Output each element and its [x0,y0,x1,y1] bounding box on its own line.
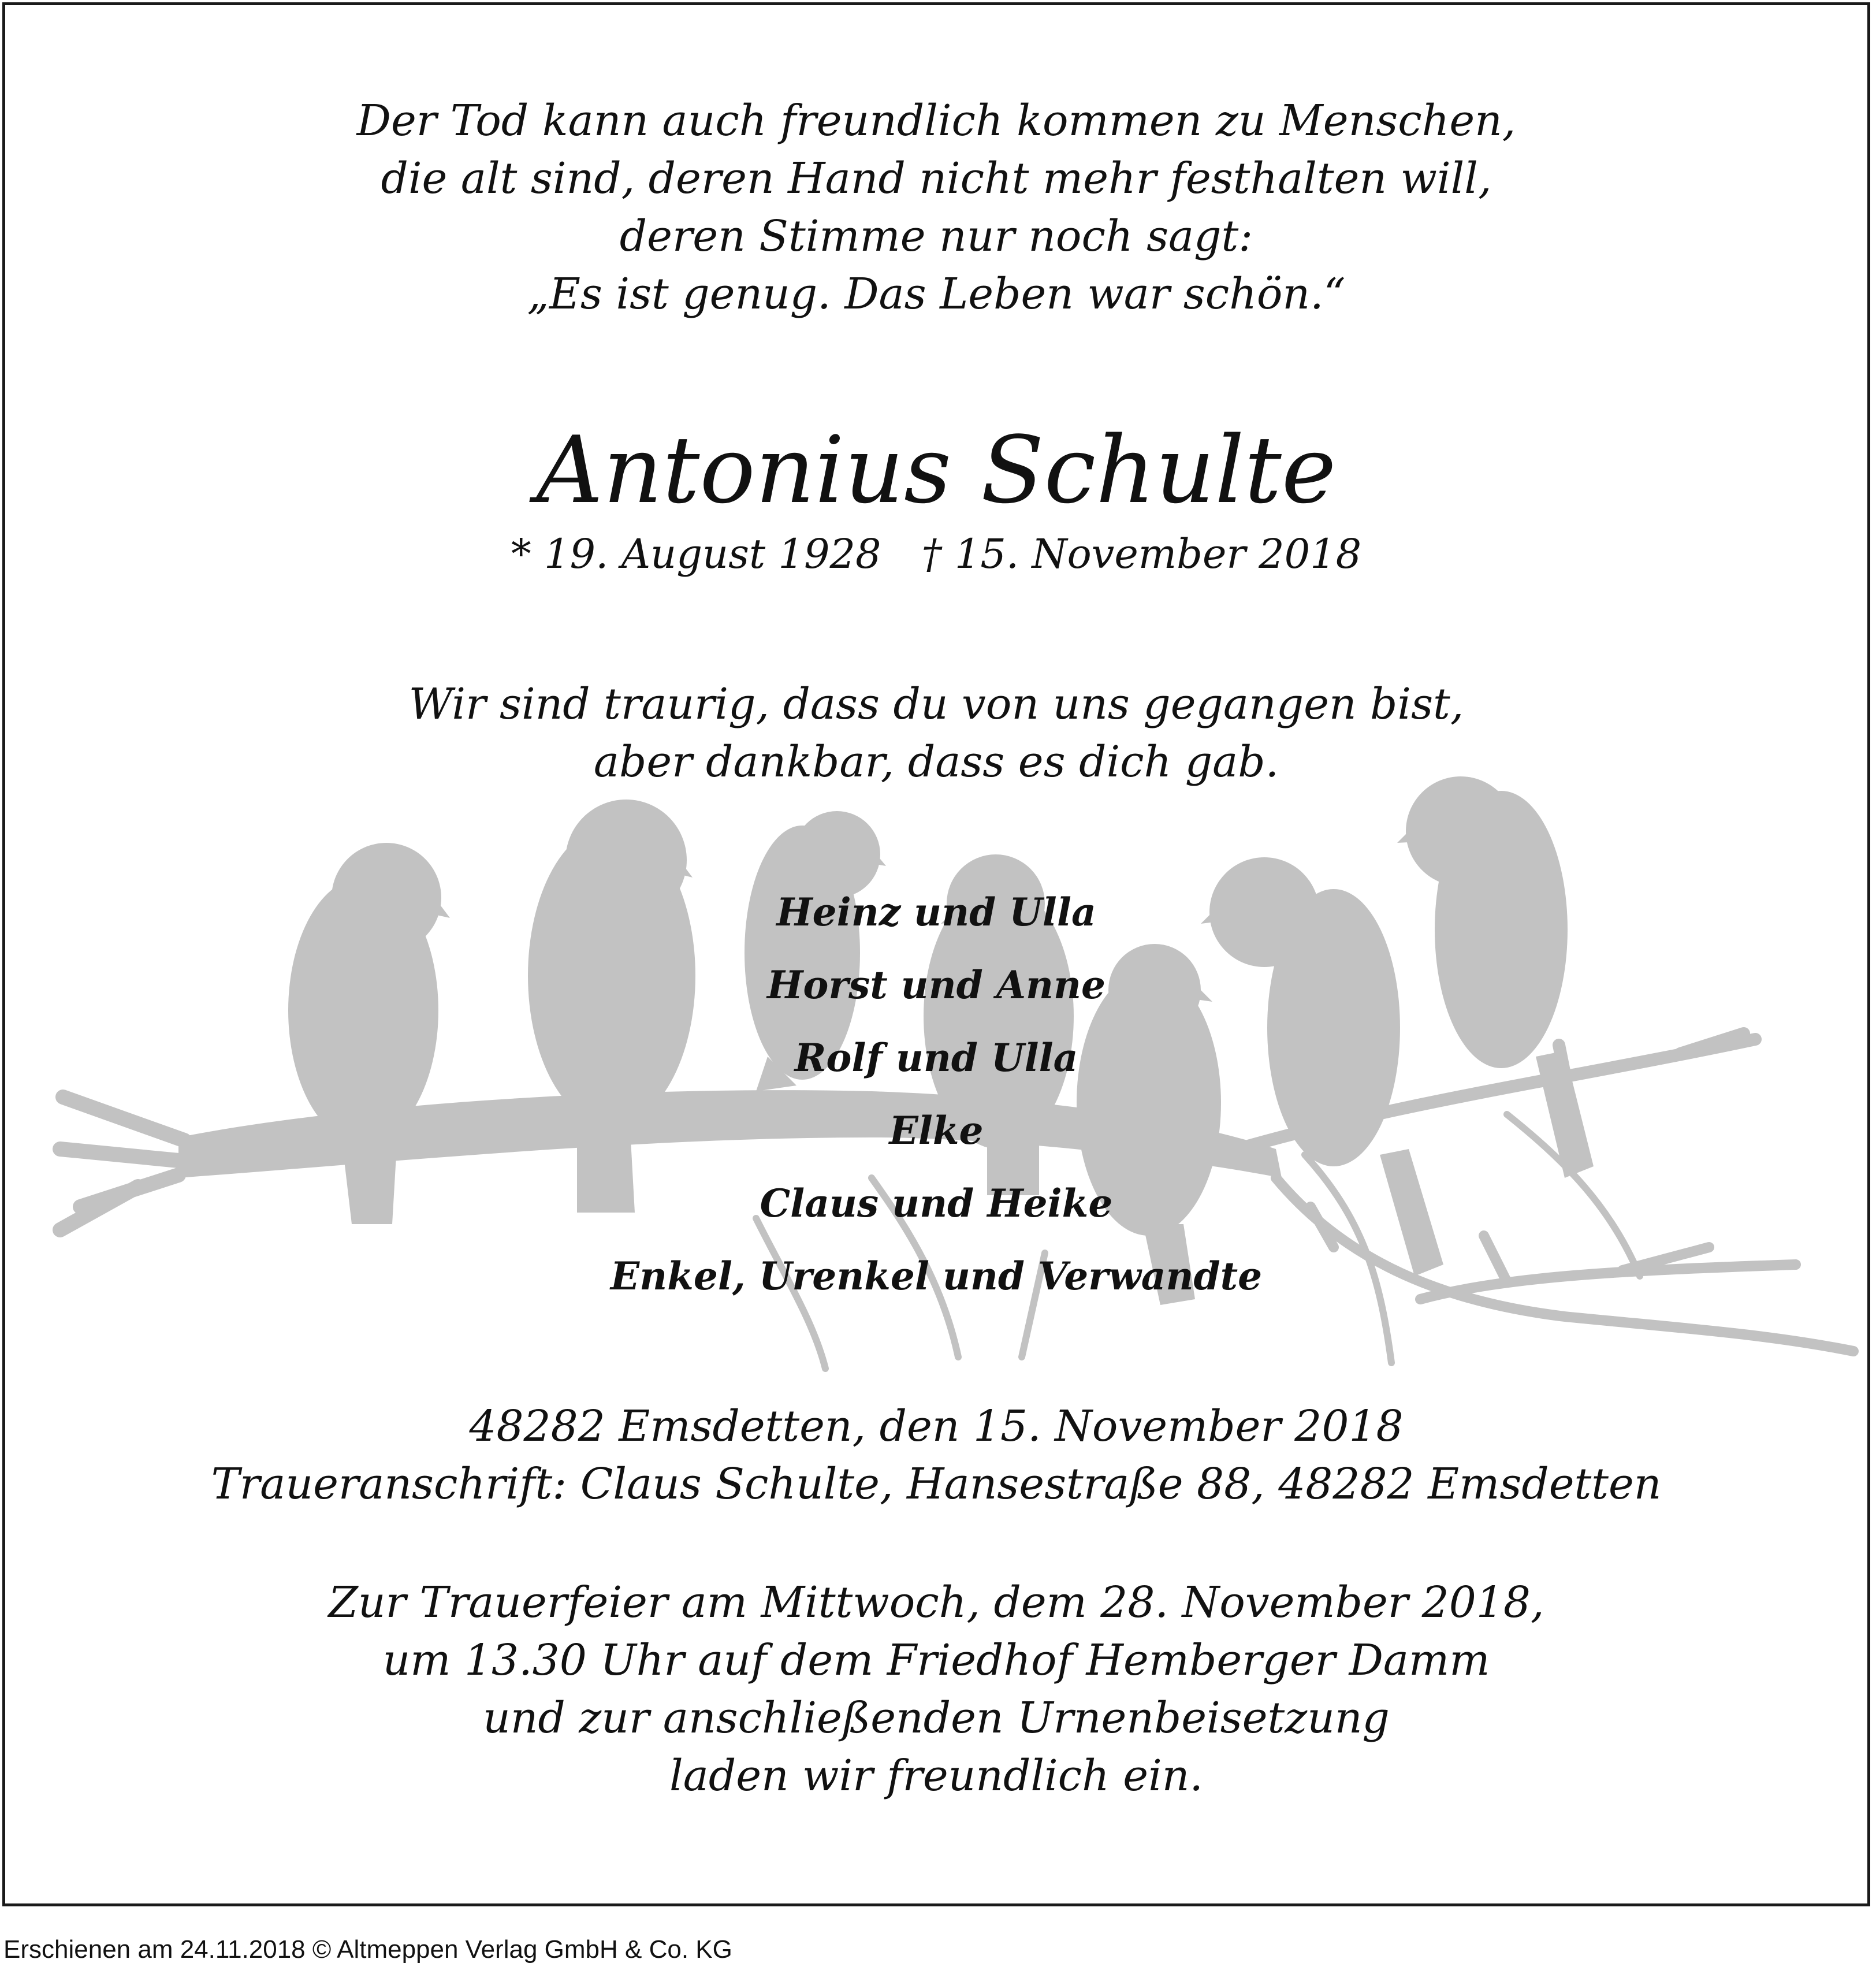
mourner-entry: Elke [889,1108,984,1153]
funeral-invitation [5,1574,1867,1805]
place-and-address [5,1397,1867,1513]
mourner-entry: Enkel, Urenkel und Verwandte [610,1254,1263,1299]
invitation-line: und zur anschließenden Urnenbeisetzung [483,1693,1390,1743]
thanks-line: Wir sind traurig, dass du von uns gegangen bist, [408,679,1464,729]
publication-footer: Erschienen am 24.11.2018 © Altmeppen Verlag GmbH & Co. KG [3,1935,732,1964]
thanks-text [5,675,1867,791]
quote-line: deren Stimme nur noch sagt: [619,211,1253,261]
death-date: † 15. November 2018 [921,530,1362,578]
invitation-line: Zur Trauerfeier am Mittwoch, dem 28. November 2018, [328,1578,1544,1627]
mourners-list [5,883,1867,1320]
mourner-entry: Horst und Anne [766,962,1106,1007]
thanks-line: aber dankbar, dass es dich gab. [593,737,1279,787]
invitation-line: um 13.30 Uhr auf dem Friedhof Hemberger Damm [382,1635,1490,1685]
birth-date: * 19. August 1928 [511,530,881,578]
mourner-entry: Heinz und Ulla [776,890,1096,935]
life-dates [5,528,1867,580]
opening-quote [5,92,1867,323]
obituary-frame [2,2,1870,1906]
quote-line: „Es ist genug. Das Leben war schön.“ [527,269,1346,319]
mourner-entry: Rolf und Ulla [794,1035,1078,1080]
mourner-entry: Claus und Heike [760,1181,1113,1226]
place-date-line: 48282 Emsdetten, den 15. November 2018 [469,1401,1404,1451]
quote-line: die alt sind, deren Hand nicht mehr festhalten will, [381,154,1492,203]
deceased-name: Antonius Schulte [536,416,1337,524]
mourning-address-line: Traueranschrift: Claus Schulte, Hansestraße 88, 48282 Emsdetten [211,1459,1662,1509]
quote-line: Der Tod kann auch freundlich kommen zu Menschen, [356,96,1516,146]
invitation-line: laden wir freundlich ein. [669,1751,1203,1801]
